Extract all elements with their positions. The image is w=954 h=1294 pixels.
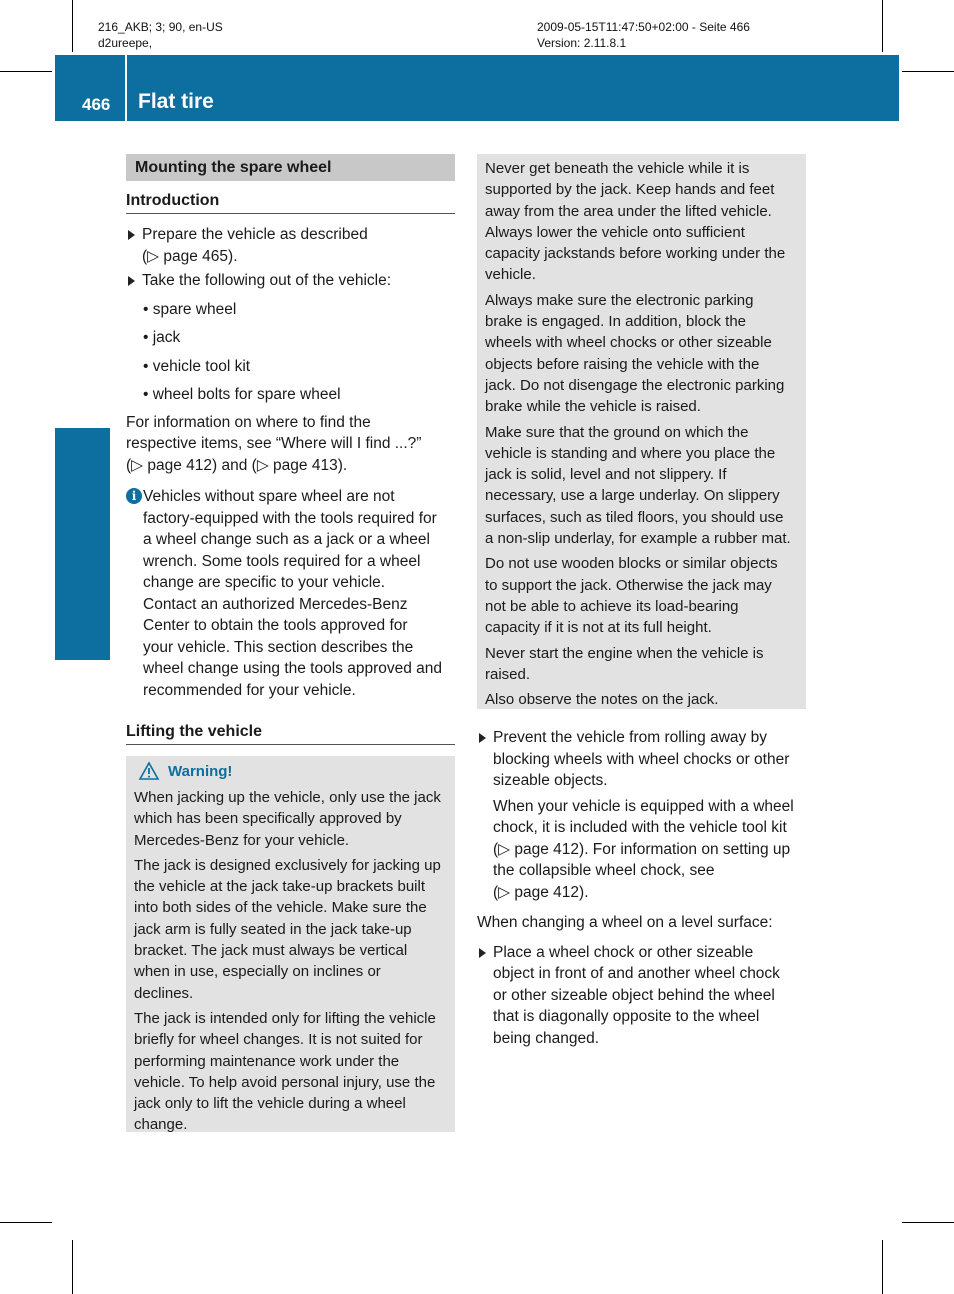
- instruction-step: [477, 727, 809, 792]
- meta-line: Version: 2.11.8.1: [537, 36, 627, 50]
- section-title: Mounting the spare wheel: [126, 154, 455, 181]
- warning-box: [126, 756, 455, 1132]
- step-text: Prevent the vehicle from rolling away by: [493, 729, 767, 746]
- step-text: (▷ page 465).: [142, 247, 238, 265]
- text-line: Always make sure the electronic parking: [485, 291, 754, 309]
- text-line: into both sides of the vehicle. Make sure the: [134, 899, 427, 917]
- warning-title: [134, 761, 447, 781]
- introduction-heading: Introduction: [126, 192, 455, 214]
- print-meta-right: [537, 19, 750, 51]
- meta-line: 216_AKB; 3; 90, en-US: [98, 20, 223, 34]
- step-text: being changed.: [493, 1029, 600, 1047]
- text-line: vehicle. To help avoid personal injury, use the: [134, 1073, 436, 1091]
- info-note: [126, 486, 458, 701]
- step-note: [477, 796, 809, 904]
- text-line: bracket. The jack must always be vertical: [134, 942, 408, 960]
- list-item: • vehicle tool kit: [143, 357, 251, 375]
- text-line: supported by the jack. Keep hands and feet: [485, 181, 775, 199]
- text-line: jack arm is fully seated in the jack take-up: [134, 920, 412, 938]
- text-line: (▷ page 412) and (▷ page 413).: [126, 456, 348, 474]
- text-line: Vehicles without spare wheel are not: [143, 488, 395, 505]
- text-line: necessary, use a large underlay. On slippery: [485, 487, 780, 505]
- text-line: briefly for wheel changes. It is not suited for: [134, 1031, 423, 1049]
- step-text: that is diagonally opposite to the wheel: [493, 1008, 760, 1025]
- caution-paragraph: [485, 158, 799, 286]
- text-line: Also observe the notes on the jack.: [485, 691, 719, 709]
- text-line: surfaces, such as tiled floors, you should use: [485, 508, 784, 526]
- caution-paragraph: [485, 643, 799, 686]
- list-item: • jack: [143, 329, 181, 346]
- step-text: object in front of and another wheel chock: [493, 965, 780, 982]
- text-line: brake is engaged. In addition, block the: [485, 313, 747, 331]
- text-line: which has been specifically approved by: [134, 810, 402, 828]
- meta-line: d2ureepe,: [98, 36, 153, 50]
- text-line: capacity jackstands before working under the: [485, 245, 786, 263]
- text-line: For information on where to find the: [126, 413, 371, 431]
- step-text: or other sizeable object behind the wheel: [493, 986, 775, 1004]
- text-line: wheel change using the tools approved and: [143, 660, 443, 677]
- chapter-title: Flat tire: [138, 90, 214, 113]
- text-line: brake while the vehicle is raised.: [485, 398, 701, 416]
- warning-paragraph: [134, 1008, 447, 1136]
- page-number: 466: [82, 95, 111, 114]
- crop-mark: [72, 0, 73, 52]
- text-line: Contact an authorized Mercedes-Benz: [143, 595, 408, 613]
- crop-mark: [902, 1222, 954, 1223]
- caution-paragraph: [485, 290, 799, 418]
- text-line: Never get beneath the vehicle while it is: [485, 160, 750, 177]
- warning-paragraph: [134, 787, 447, 851]
- list-item: • wheel bolts for spare wheel: [143, 386, 341, 403]
- text-line: your vehicle. This section describes the: [143, 638, 414, 656]
- text-line: jack. Do not disengage the electronic parking: [485, 376, 785, 394]
- procedure-content: [477, 727, 809, 1049]
- text-line: a wheel change such as a jack or a wheel: [143, 531, 430, 548]
- lifting-heading: Lifting the vehicle: [126, 723, 455, 745]
- instruction-step: [126, 224, 458, 267]
- text-line: change are specific to your vehicle.: [143, 574, 386, 591]
- crop-mark: [882, 0, 883, 52]
- crop-mark: [882, 1240, 883, 1294]
- step-text: sizeable objects.: [493, 772, 608, 789]
- step-arrow-icon: [128, 276, 135, 286]
- caution-paragraph: [485, 553, 799, 638]
- text-line: away from the area under the lifted vehicle.: [485, 202, 772, 220]
- text-line: declines.: [134, 984, 194, 1002]
- text-line: vehicle.: [485, 266, 536, 284]
- text-line: a non-slip underlay, for example a rubber mat.: [485, 530, 791, 548]
- side-tab-label: Practical hints: [64, 469, 92, 640]
- crop-mark: [902, 71, 954, 72]
- text-line: recommended for your vehicle.: [143, 681, 356, 699]
- text-line: Never start the engine when the vehicle is: [485, 644, 764, 662]
- text-line: respective items, see “Where will I find ...?”: [126, 435, 422, 452]
- text-line: Mercedes-Benz for your vehicle.: [134, 831, 350, 849]
- text-line: Center to obtain the tools approved for: [143, 617, 408, 634]
- text-line: chock, it is included with the vehicle tool kit: [493, 819, 787, 836]
- text-line: when in use, especially on inclines or: [134, 963, 381, 981]
- level-surface-text: When changing a wheel on a level surface:: [477, 914, 773, 931]
- text-line: vehicle is standing and where you place the: [485, 444, 776, 462]
- text-line: jack only to lift the vehicle during a wheel: [134, 1095, 406, 1113]
- text-line: (▷ page 412).: [493, 883, 589, 901]
- text-line: objects before raising the vehicle with the: [485, 355, 760, 373]
- text-line: Do not use wooden blocks or similar objects: [485, 555, 778, 573]
- step-arrow-icon: [479, 948, 486, 958]
- caution-paragraph: [485, 422, 799, 550]
- list-item: • spare wheel: [143, 300, 237, 318]
- text-line: wheels with wheel chocks or other sizeable: [485, 334, 772, 352]
- text-line: When your vehicle is equipped with a wheel: [493, 797, 794, 815]
- text-line: the collapsible wheel chock, see: [493, 862, 715, 879]
- print-meta-left: [98, 19, 223, 51]
- step-arrow-icon: [128, 230, 135, 240]
- crop-mark: [0, 1222, 52, 1223]
- step-text: blocking wheels with wheel chocks or other: [493, 750, 790, 768]
- text-line: jack is solid, level and not slippery. If: [485, 466, 727, 484]
- step-arrow-icon: [479, 733, 486, 743]
- text-line: to support the jack. Otherwise the jack may: [485, 576, 772, 594]
- crop-mark: [72, 1240, 73, 1294]
- step-text: Prepare the vehicle as described: [142, 226, 368, 243]
- warning-paragraph: [134, 855, 447, 1004]
- step-text: Place a wheel chock or other sizeable: [493, 943, 754, 961]
- info-icon: i: [126, 488, 142, 504]
- instruction-step: [477, 942, 809, 1050]
- instruction-step: [126, 270, 458, 292]
- text-line: The jack is designed exclusively for jacking up: [134, 856, 441, 874]
- caution-box: [477, 154, 806, 709]
- warning-title-text: Warning!: [168, 762, 233, 780]
- text-line: Make sure that the ground on which the: [485, 423, 749, 441]
- text-line: When jacking up the vehicle, only use the jack: [134, 789, 441, 806]
- crop-mark: [0, 71, 52, 72]
- text-line: wrench. Some tools required for a wheel: [143, 552, 421, 570]
- text-line: change.: [134, 1116, 188, 1134]
- header-divider: [125, 55, 127, 121]
- info-paragraph: [126, 412, 458, 477]
- step-text: Take the following out of the vehicle:: [142, 272, 392, 289]
- text-line: factory-equipped with the tools required for: [143, 509, 437, 527]
- text-line: not be able to achieve its load-bearing: [485, 597, 739, 615]
- text-line: Always lower the vehicle onto sufficient: [485, 223, 745, 241]
- warning-icon: [138, 761, 160, 781]
- text-line: raised.: [485, 665, 531, 683]
- text-line: the vehicle at the jack take-up brackets built: [134, 878, 425, 896]
- text-line: The jack is intended only for lifting the vehicle: [134, 1009, 436, 1027]
- text-line: capacity if it is not at its full height.: [485, 619, 712, 637]
- caution-paragraph: [485, 689, 799, 710]
- text-line: (▷ page 412). For information on setting up: [493, 840, 791, 858]
- text-line: performing maintenance work under the: [134, 1052, 400, 1070]
- meta-line: 2009-05-15T11:47:50+02:00 - Seite 466: [537, 20, 750, 34]
- introduction-content: [126, 224, 458, 701]
